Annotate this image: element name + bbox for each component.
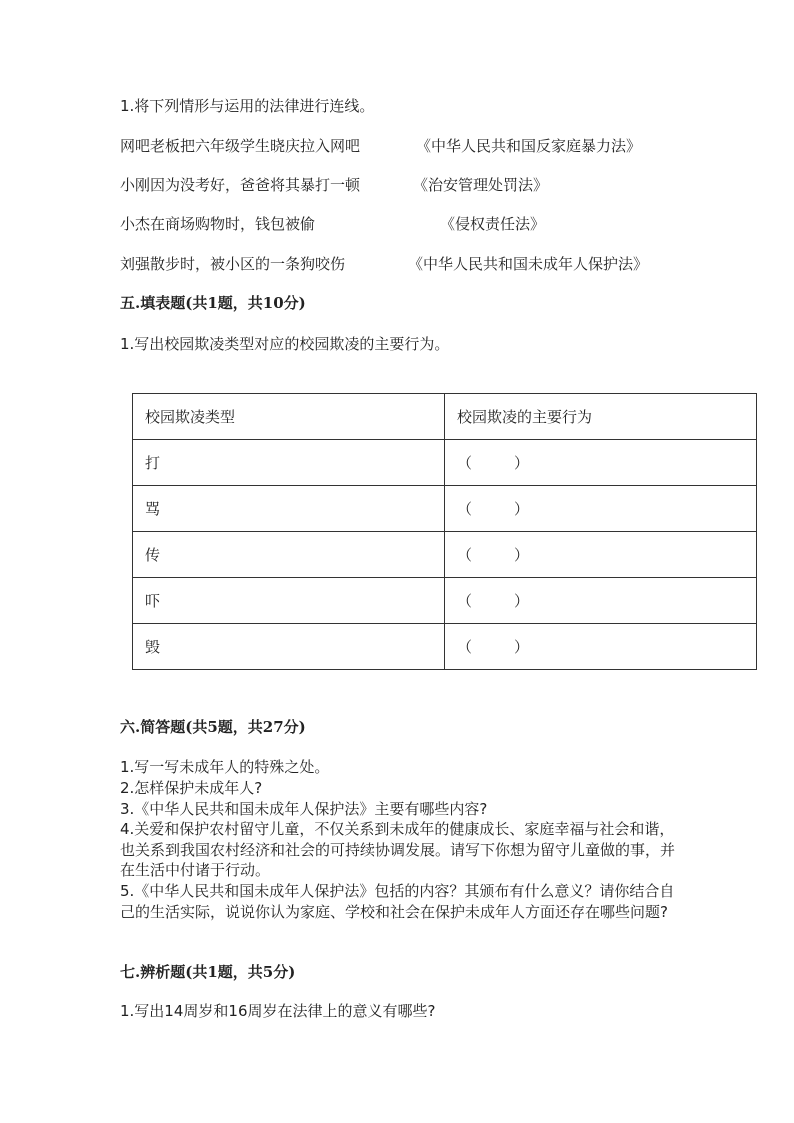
situation-item: 小刚因为没考好，爸爸将其暴打一顿 [120, 176, 361, 194]
analysis-question: 1.写出14周岁和16周岁在法律上的意义有哪些? [120, 1002, 436, 1020]
answer-cell[interactable] [445, 624, 757, 670]
bullying-type-cell: 打 [133, 440, 445, 486]
table-row [133, 578, 757, 624]
answer-blank[interactable] [457, 498, 529, 519]
table-row [133, 486, 757, 532]
short-answer-question: 3.《中华人民共和国未成年人保护法》主要有哪些内容? [120, 800, 488, 818]
section-heading: 五.填表题(共1题，共10分) [120, 294, 306, 312]
bullying-type-cell: 吓 [133, 578, 445, 624]
bullying-type-cell: 传 [133, 532, 445, 578]
answer-cell[interactable] [445, 440, 757, 486]
law-item: 《中华人民共和国反家庭暴力法》 [416, 137, 642, 155]
table-row [133, 624, 757, 670]
section-heading: 七.辨析题(共1题，共5分) [120, 963, 296, 981]
bullying-type-cell: 骂 [133, 486, 445, 532]
law-item: 《治安管理处罚法》 [413, 176, 549, 194]
close-paren: ） [513, 638, 529, 656]
bullying-type-cell: 毁 [133, 624, 445, 670]
short-answer-question: 2.怎样保护未成年人? [120, 779, 263, 797]
answer-cell[interactable] [445, 532, 757, 578]
answer-blank[interactable] [457, 452, 529, 473]
open-paren: （ [457, 592, 473, 610]
table-header-row [133, 394, 757, 440]
answer-blank[interactable] [457, 544, 529, 565]
table-question: 1.写出校园欺凌类型对应的校园欺凌的主要行为。 [120, 335, 450, 353]
short-answer-question: 5.《中华人民共和国未成年人保护法》包括的内容？其颁布有什么意义？请你结合自己的生活实际，说说你认为家庭、学校和社会在保护未成年人方面还存在哪些问题? [120, 882, 675, 921]
answer-cell[interactable] [445, 578, 757, 624]
law-item: 《侵权责任法》 [440, 215, 546, 233]
close-paren: ） [513, 500, 529, 518]
open-paren: （ [457, 546, 473, 564]
situation-item: 刘强散步时，被小区的一条狗咬伤 [120, 255, 346, 273]
short-answer-question: 1.写一写未成年人的特殊之处。 [120, 758, 330, 776]
table-row [133, 440, 757, 486]
open-paren: （ [457, 638, 473, 656]
open-paren: （ [457, 454, 473, 472]
table-header-cell: 校园欺凌的主要行为 [445, 394, 757, 440]
answer-blank[interactable] [457, 636, 529, 657]
answer-cell[interactable] [445, 486, 757, 532]
section-heading: 六.简答题(共5题，共27分) [120, 718, 306, 736]
short-answer-question: 4.关爱和保护农村留守儿童，不仅关系到未成年的健康成长、家庭幸福与社会和谐，也关系到我国农村经济和社会的可持续协调发展。请写下你想为留守儿童做的事，并在生活中付诸于行动。 [120, 820, 676, 879]
close-paren: ） [513, 454, 529, 472]
table-row [133, 532, 757, 578]
matching-question: 1.将下列情形与运用的法律进行连线。 [120, 97, 375, 115]
open-paren: （ [457, 500, 473, 518]
close-paren: ） [513, 592, 529, 610]
situation-item: 小杰在商场购物时，钱包被偷 [120, 215, 316, 233]
answer-blank[interactable] [457, 590, 529, 611]
situation-item: 网吧老板把六年级学生晓庆拉入网吧 [120, 137, 361, 155]
close-paren: ） [513, 546, 529, 564]
bullying-table [132, 393, 757, 670]
law-item: 《中华人民共和国未成年人保护法》 [408, 255, 649, 273]
table-header-cell: 校园欺凌类型 [133, 394, 445, 440]
